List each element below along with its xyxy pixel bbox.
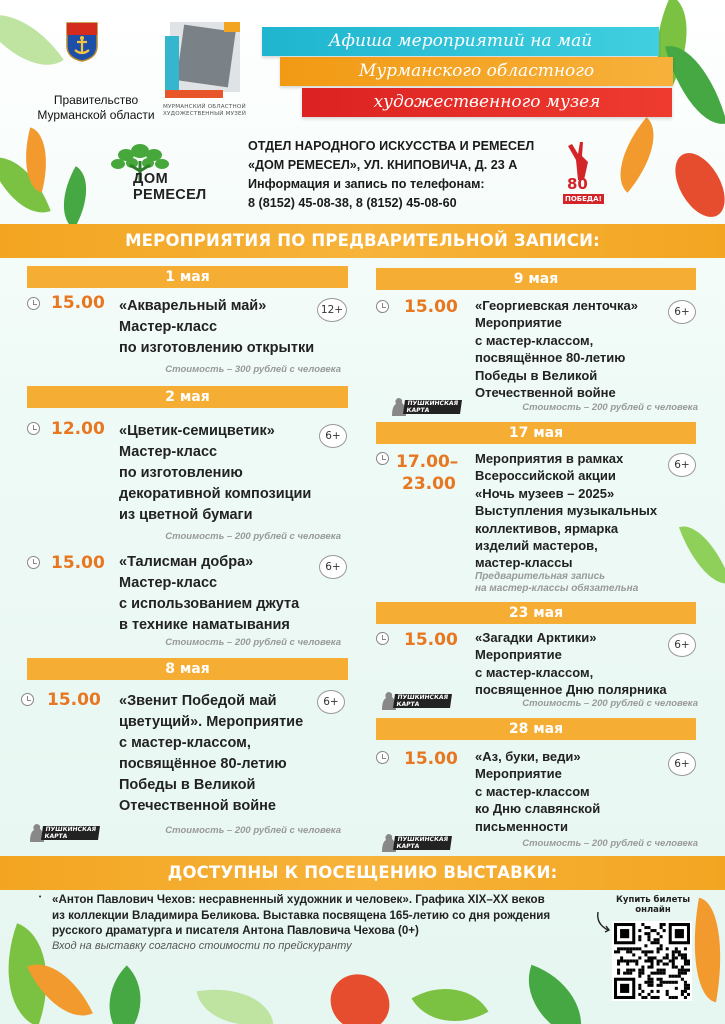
event-line: Мероприятие xyxy=(475,315,562,331)
pushkin-card-line2: КАРТА xyxy=(406,407,430,414)
exhibition-line: русского драматурга и писателя Антона Павловича Чехова (0+) xyxy=(52,924,419,937)
event-line: посвящённое 80-летию xyxy=(119,756,287,772)
clock-icon xyxy=(27,297,40,310)
qr-code-icon xyxy=(614,923,690,999)
event-cost: Стоимость – 300 рублей с человека xyxy=(165,364,341,375)
event-line: с мастер-классом, xyxy=(475,664,594,680)
event-line: Отечественной войне xyxy=(475,385,616,401)
dom-remesel-logo-text xyxy=(115,172,207,203)
event-line: в технике наматывания xyxy=(119,617,290,633)
gov-name-line1: Правительство xyxy=(53,93,139,107)
buy-tickets-label xyxy=(605,895,701,915)
event-line: посвящённое 80-летию xyxy=(475,350,626,366)
event-time: 15.00 xyxy=(404,749,458,769)
event-time-end: 23.00 xyxy=(402,474,456,494)
event-description xyxy=(119,691,303,817)
motherland-statue-icon xyxy=(558,140,600,180)
pushkin-card-line1: ПУШКИНСКАЯ xyxy=(397,694,449,701)
dom-logo-line1: ДОМ xyxy=(133,171,169,187)
event-line: по изготовлению xyxy=(119,465,243,481)
event-cost: Стоимость – 200 рублей с человека xyxy=(522,838,698,849)
event-line: посвященное Дню полярника xyxy=(475,682,667,698)
event-line: коллективов, ярмарка xyxy=(475,520,619,536)
section-exhibitions-title: ДОСТУПНЫ К ПОСЕЩЕНИЮ ВЫСТАВКИ: xyxy=(0,856,725,890)
age-rating-badge: 6+ xyxy=(668,752,696,776)
day-header-may-2: 2 мая xyxy=(27,386,348,408)
event-line: с мастер-классом, xyxy=(475,332,594,348)
event-line: декоративной композиции xyxy=(119,486,312,502)
pushkin-card-logo xyxy=(378,690,450,712)
event-description xyxy=(475,297,638,401)
event-line: Победы в Великой xyxy=(119,777,256,793)
museum-name-line1: МУРМАНСКИЙ ОБЛАСТНОЙ xyxy=(163,104,246,110)
day-header-may-23: 23 мая xyxy=(376,602,696,624)
event-line: Мастер-класс xyxy=(119,319,218,335)
age-rating-badge: 6+ xyxy=(668,453,696,477)
event-description xyxy=(119,421,311,526)
event-title: «Талисман добра» xyxy=(119,554,254,570)
event-title: «Цветик-семицветик» xyxy=(119,423,275,439)
gov-name-line2: Мурманской области xyxy=(37,108,155,122)
pushkin-card-line2: КАРТА xyxy=(396,701,420,708)
bullet-icon: • xyxy=(38,893,43,901)
event-cost: Стоимость – 200 рублей с человека xyxy=(165,531,341,542)
preregistration-note xyxy=(475,571,638,595)
event-time: 15.00 xyxy=(51,293,105,313)
buy-tickets-line2: онлайн xyxy=(635,905,671,915)
clock-icon xyxy=(376,751,389,764)
age-rating-badge: 6+ xyxy=(668,633,696,657)
event-line: с использованием джута xyxy=(119,596,300,612)
event-time-start: 17.00– xyxy=(396,452,459,472)
clock-icon xyxy=(21,693,34,706)
clock-icon xyxy=(376,300,389,313)
event-line: ко Дню славянской xyxy=(475,801,601,817)
event-time: 15.00 xyxy=(404,630,458,650)
title-ribbon-2: Мурманского областного xyxy=(280,57,673,86)
age-rating-badge: 6+ xyxy=(668,300,696,324)
exhibition-line: из коллекции Владимира Беликова. Выставка посвящена 165-летию со дня рождения xyxy=(52,908,551,922)
day-header-may-1: 1 мая xyxy=(27,266,348,288)
title-ribbon-1: Афиша мероприятий на май xyxy=(262,27,659,56)
event-description xyxy=(475,450,657,572)
clock-icon xyxy=(27,422,40,435)
gov-name xyxy=(36,93,156,123)
pushkin-card-logo xyxy=(26,822,98,844)
event-time: 15.00 xyxy=(404,297,458,317)
event-time: 12.00 xyxy=(51,419,105,439)
exhibition-description xyxy=(52,892,612,954)
event-line: цветущий». Мероприятие xyxy=(119,714,304,730)
exhibition-line: «Антон Павлович Чехов: несравненный художник и человек». Графика XIX–XX веков xyxy=(52,893,545,906)
event-cost: Стоимость – 200 рублей с человека xyxy=(522,698,698,709)
victory-80-number: 80 xyxy=(567,175,588,193)
dom-logo-line2: РЕМЕСЕЛ xyxy=(133,187,207,203)
event-line: Мастер-класс xyxy=(119,575,218,591)
event-line: Отечественной войне xyxy=(119,798,276,814)
pushkin-card-line1: ПУШКИНСКАЯ xyxy=(45,826,97,833)
event-title: «Георгиевская ленточка» xyxy=(475,298,639,313)
clock-icon xyxy=(27,556,40,569)
age-rating-badge: 6+ xyxy=(319,424,347,448)
event-description xyxy=(475,748,600,835)
event-line: Мастер-класс xyxy=(119,444,218,460)
dept-line3: Информация и запись по телефонам: xyxy=(248,177,485,191)
dept-line1: ОТДЕЛ НАРОДНОГО ИСКУССТВА И РЕМЕСЕЛ xyxy=(248,139,535,153)
event-description xyxy=(119,296,314,359)
day-header-may-9: 9 мая xyxy=(376,268,696,290)
event-time: 15.00 xyxy=(47,690,101,710)
event-line: изделий мастеров, xyxy=(475,538,598,554)
event-line: из цветной бумаги xyxy=(119,507,253,523)
note-line1: Предварительная запись xyxy=(475,571,606,582)
department-info xyxy=(248,137,534,213)
event-title: «Акварельный май» xyxy=(119,298,267,314)
event-line: с мастер-классом, xyxy=(119,735,251,751)
victory-word: ПОБЕДА! xyxy=(565,195,602,203)
buy-tickets-line1: Купить билеты xyxy=(615,895,691,905)
event-line: Мероприятие xyxy=(475,647,562,663)
age-rating-badge: 6+ xyxy=(319,555,347,579)
clock-icon xyxy=(376,452,389,465)
event-description xyxy=(475,629,667,699)
event-title: «Загадки Арктики» xyxy=(475,630,597,645)
event-title: Мероприятия в рамках xyxy=(475,451,624,466)
victory-80-logo xyxy=(558,140,600,208)
event-line: Всероссийской акции xyxy=(475,468,616,484)
event-line: по изготовлению открытки xyxy=(119,340,315,356)
pushkin-card-logo xyxy=(388,396,460,418)
murmansk-coat-of-arms-icon xyxy=(66,22,98,62)
museum-logo xyxy=(162,18,242,100)
event-line: с мастер-классом xyxy=(475,783,590,799)
pushkin-card-logo xyxy=(378,832,450,854)
day-header-may-17: 17 мая xyxy=(376,422,696,444)
age-rating-badge: 12+ xyxy=(317,298,347,322)
day-header-may-8: 8 мая xyxy=(27,658,348,680)
event-line: Мероприятие xyxy=(475,766,562,782)
event-line: мастер-классы xyxy=(475,555,573,571)
pushkin-card-line1: ПУШКИНСКАЯ xyxy=(397,836,449,843)
note-line2: на мастер-классы обязательна xyxy=(475,583,639,594)
event-line: «Ночь музеев – 2025» xyxy=(475,485,615,501)
age-rating-badge: 6+ xyxy=(317,690,345,714)
event-cost: Стоимость – 200 рублей с человека xyxy=(165,825,341,836)
event-line: Выступления музыкальных xyxy=(475,503,658,519)
dept-line4: 8 (8152) 45-08-38, 8 (8152) 45-08-60 xyxy=(248,196,457,210)
exhibition-price-note: Вход на выставку согласно стоимости по прейскуранту xyxy=(52,939,352,952)
event-cost: Стоимость – 200 рублей с человека xyxy=(522,402,698,413)
dept-line2: «ДОМ РЕМЕСЕЛ», УЛ. КНИПОВИЧА, Д. 23 А xyxy=(248,158,518,172)
museum-name-line2: ХУДОЖЕСТВЕННЫЙ МУЗЕЙ xyxy=(163,111,247,117)
section-preregistration-title: МЕРОПРИЯТИЯ ПО ПРЕДВАРИТЕЛЬНОЙ ЗАПИСИ: xyxy=(0,224,725,258)
day-header-may-28: 28 мая xyxy=(376,718,696,740)
clock-icon xyxy=(376,632,389,645)
pushkin-card-line2: КАРТА xyxy=(44,833,68,840)
event-line: письменности xyxy=(475,818,568,834)
event-time: 15.00 xyxy=(51,553,105,573)
title-ribbon-3: художественного музея xyxy=(302,88,672,117)
pushkin-card-line2: КАРТА xyxy=(396,843,420,850)
tickets-qr-code[interactable] xyxy=(612,921,692,1001)
museum-name xyxy=(163,104,246,118)
event-line: Победы в Великой xyxy=(475,367,598,383)
event-title: «Звенит Победой май xyxy=(119,693,277,709)
event-description xyxy=(119,552,299,636)
pushkin-card-line1: ПУШКИНСКАЯ xyxy=(407,400,459,407)
event-cost: Стоимость – 200 рублей с человека xyxy=(165,637,341,648)
event-title: «Аз, буки, веди» xyxy=(475,749,581,764)
